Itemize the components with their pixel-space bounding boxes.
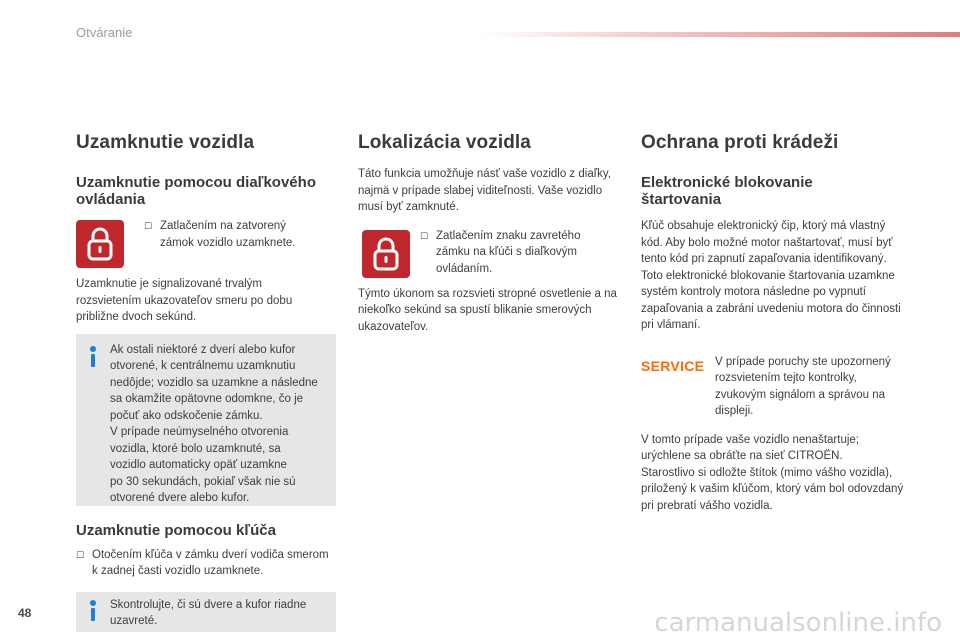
service-warning-icon (641, 354, 715, 376)
service-warning-text: V prípade poruchy ste upozornený rozsvietením tejto kontrolky, zvukovým signálom a správou na displeji. (715, 355, 891, 417)
remote-lock-signal-text: Uzamknutie je signalizované trvalým rozsvietením ukazovateľov smeru po dobu približne dvoch sekúnd. (76, 278, 293, 323)
bullet-icon: ☐ (144, 221, 153, 231)
lock-icon-graphic (372, 236, 400, 272)
locating-result-text: Týmto úkonom sa rozsvieti stropné osvetlenie a na niekoľko sekúnd sa spustí blikanie smerových ukazovateľov. (358, 287, 617, 333)
info-line: nedôjde; vozidlo sa uzamkne a následne (110, 376, 318, 389)
immobiliser-text-4: Starostlivo si odložte štítok (mimo vášho vozidla), priložený k vašim kľúčom, ktorý vám bol odovzdaný pri prebratí vášho vozidla. (641, 466, 904, 512)
subsection-title-remote: Uzamknutie pomocou diaľkového ovládania (76, 174, 316, 208)
header-title: Otváranie (76, 25, 133, 40)
column-anti-theft (641, 132, 903, 514)
lock-icon-graphic (86, 226, 114, 262)
key-lock-step (76, 547, 338, 580)
service-badge-label: SERVICE (641, 357, 705, 374)
locating-intro-text: Táto funkcia umožňuje násť vaše vozidlo z diaľky, najmä v prípade slabej viditeľnosti. Vaše vozidlo musí byť zamknuté. (358, 168, 611, 213)
remote-lock-step-label: Zatlačením na zatvorený zámok vozidlo uzamknete. (160, 220, 296, 249)
info-key-text: Skontrolujte, či sú dvere a kufor riadne uzavreté. (110, 598, 307, 627)
info-line: otvorené, k centrálnemu uzamknutiu (110, 360, 296, 372)
lock-icon (362, 230, 410, 278)
section-title-locking: Uzamknutie vozidla (76, 132, 255, 153)
page-number: 48 (18, 606, 32, 620)
info-box-remote (76, 334, 336, 506)
lock-icon (76, 220, 124, 268)
subsection-title-key: Uzamknutie pomocou kľúča (76, 521, 276, 539)
immobiliser-text-2: Toto elektronické blokovanie štartovania uzamkne systém kontroly motora následne po vypnutí zapaľovania a zabráni uvedeniu motora do činnosti pri vlámaní. (641, 269, 901, 331)
info-line: otvorené dvere alebo kufor. (110, 492, 250, 504)
info-line: po 30 sekundách, pokiaľ však nie sú (110, 475, 296, 488)
info-line: vozidlo automaticky opäť uzamkne (110, 459, 287, 471)
header-accent-bar (480, 32, 960, 37)
section-title-anti-theft: Ochrana proti krádeži (641, 132, 839, 153)
info-icon (86, 346, 100, 367)
remote-lock-step (76, 220, 338, 268)
watermark: carmanualsonline.info (654, 608, 942, 638)
immobiliser-text-1: Kľúč obsahuje elektronický čip, ktorý má vlastný kód. Aby bolo možné motor naštartovať, musí byť tento kód pri zapnutí zapaľovania identifikovaný. (641, 220, 893, 265)
info-line: sa okamžite opätovne odomkne, čo je (110, 393, 304, 405)
info-line: Ak ostali niektoré z dverí alebo kufor (110, 343, 296, 356)
bullet-icon: ☐ (76, 549, 85, 560)
info-line: počuť ako odskočenie zámku. (110, 409, 263, 422)
info-icon (86, 600, 100, 621)
immobiliser-text-3: V tomto prípade vaše vozidlo nenaštartuje; urýchlene sa obráťte na sieť CITROËN. (641, 433, 859, 462)
column-locking (76, 132, 338, 632)
service-warning-row (641, 354, 903, 420)
locating-step-label: Zatlačením znaku zavretého zámku na kľúči s diaľkovým ovládaním. (436, 229, 581, 275)
subsection-title-immobiliser: Elektronické blokovanie štartovania (641, 174, 813, 208)
key-lock-step-label: Otočením kľúča v zámku dverí vodiča smerom k zadnej časti vozidlo uzamknete. (92, 548, 329, 577)
bullet-icon: ☐ (420, 230, 429, 241)
info-box-key (76, 592, 336, 632)
section-title-locating: Lokalizácia vozidla (358, 132, 531, 153)
locating-step (362, 230, 620, 278)
locating-step-text (420, 228, 600, 278)
info-line: V prípade neúmyselného otvorenia (110, 426, 289, 438)
info-line: vozidla, ktoré bolo uzamknuté, sa (110, 442, 281, 455)
remote-lock-step-text (144, 218, 314, 251)
column-locating (358, 132, 620, 335)
